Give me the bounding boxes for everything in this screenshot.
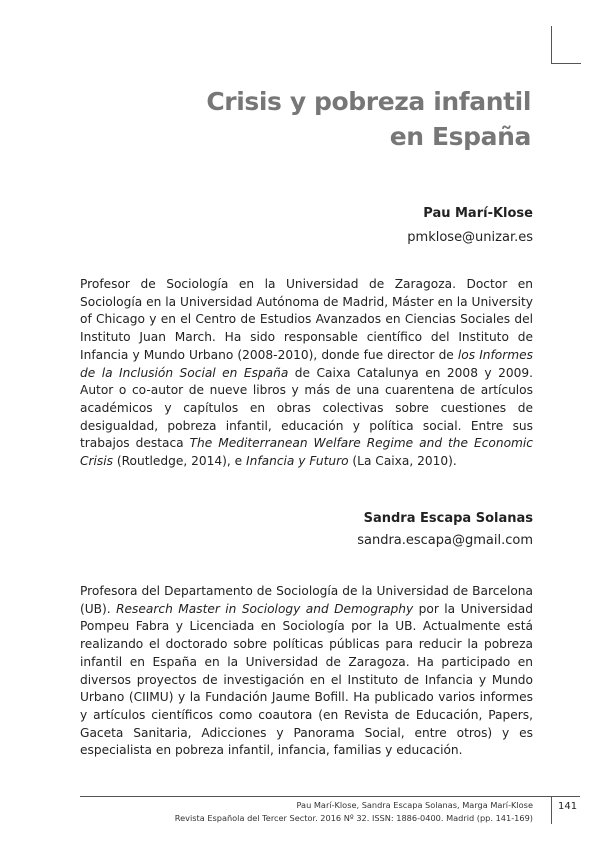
page-number: 141 <box>558 801 578 812</box>
author-bio-2 <box>80 583 533 760</box>
title-line-1: Crisis y pobreza infantil <box>206 87 531 116</box>
author-name-2: Sandra Escapa Solanas <box>363 511 533 526</box>
author-bio-1 <box>80 276 533 471</box>
top-vertical-rule <box>551 26 552 63</box>
author-email-2[interactable]: sandra.escapa@gmail.com <box>357 533 533 548</box>
bio-text-segment: (Routledge, 2014), e <box>113 454 247 469</box>
bio-text-segment: de Caixa Catalunya en 2008 y 2009. Autor o co-autor de nueve libros y más de una cuarentena de artículos académicos y capítulos en obras colectivas sobre cuestiones de desigualdad, pobreza infantil, educación y política social. Entre sus trabajos destaca <box>80 365 533 451</box>
bio-italic-segment: Research Master in Sociology and Demography <box>116 601 414 616</box>
bio-text-segment: por la Universidad Pompeu Fabra y Licenciada en Sociología por la UB. Actualmente está realizando el doctorado sobre políticas públicas para reducir la pobreza infantil en España en la Universidad de Zaragoza. Ha participado en diversos proyectos de investigación en el Instituto de Infancia y Mundo Urbano (CIIMU) y la Fundación Jaume Bofill. Ha publicado varios informes y artículos científicos como coautora (en Revista de Educación, Papers, Gaceta Sanitaria, Adicciones y Panorama Social, entre otros) y es especialista en pobreza infantil, infancia, familias y educación. <box>80 601 533 758</box>
author-email-1[interactable]: pmklose@unizar.es <box>407 230 533 245</box>
bio-text-segment: Profesor de Sociología en la Universidad de Zaragoza. Doctor en Sociología en la Universidad Autónoma de Madrid, Máster en la University of Chicago y en el Centro de Estudios Avanzados en Ciencias Sociales del Instituto Juan March. Ha sido responsable científico del Instituto de Infancia y Mundo Urbano (2008-2010), donde fue director de <box>80 277 533 362</box>
footer-authors: Pau Marí-Klose, Sandra Escapa Solanas, Marga Marí-Klose <box>296 800 533 810</box>
bio-italic-segment: los Informes de la Inclusión Social en España <box>80 347 533 380</box>
bio-italic-segment: The Mediterranean Welfare Regime and the Economic Crisis <box>80 436 534 469</box>
author-name-1: Pau Marí-Klose <box>423 206 533 221</box>
article-title <box>206 84 531 154</box>
footer-vertical-rule <box>551 796 552 824</box>
title-line-2: en España <box>389 122 531 151</box>
bio-text-segment: (La Caixa, 2010). <box>348 454 457 469</box>
top-horizontal-rule <box>551 63 581 64</box>
footer-horizontal-rule <box>80 796 580 797</box>
bio-text-segment: Profesora del Departamento de Sociología de la Universidad de Barcelona (UB). <box>80 584 533 616</box>
bio-italic-segment: Infancia y Futuro <box>246 454 349 469</box>
footer-journal: Revista Española del Tercer Sector. 2016 Nº 32. ISSN: 1886-0400. Madrid (pp. 141-169) <box>174 813 533 823</box>
